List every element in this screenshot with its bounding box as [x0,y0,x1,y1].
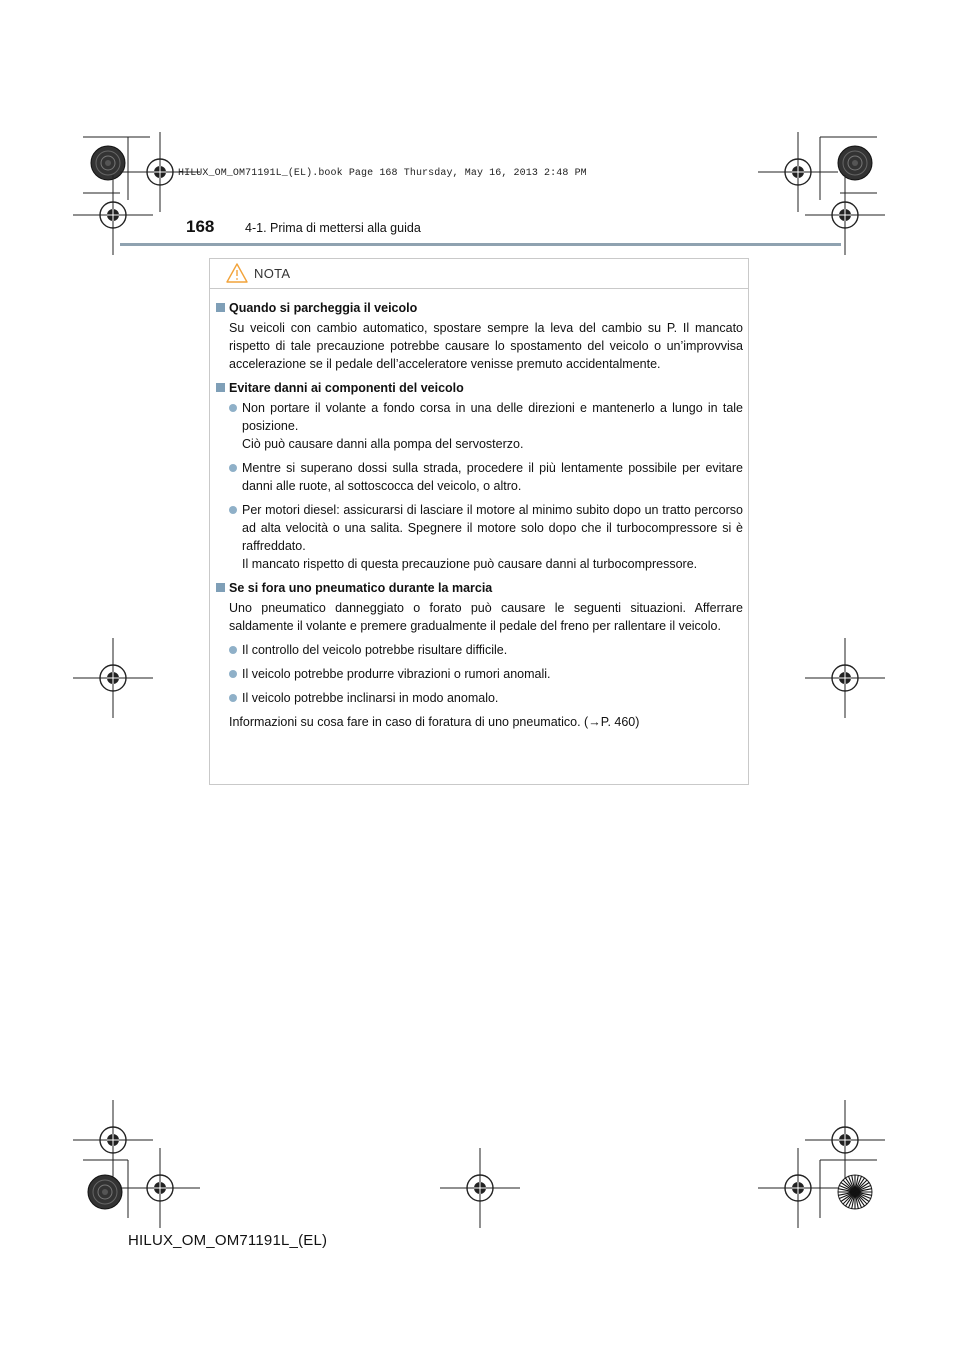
round-bullet-icon [229,694,237,702]
section-paragraph: Uno pneumatico danneggiato o forato può causare le seguenti situazioni. Afferrare saldamente il volante e premere gradualmente il pedale del freno per rallentare il veicolo. [229,601,743,633]
list-item: Il veicolo potrebbe inclinarsi in modo anomalo. [216,689,743,707]
section-title: 4-1. Prima di mettersi alla guida [245,221,421,235]
section-heading: Se si fora uno pneumatico durante la marcia [216,579,743,597]
nota-content [216,299,743,737]
header-rule [120,243,841,246]
nota-box [209,258,749,785]
round-bullet-icon [229,404,237,412]
round-bullet-icon [229,646,237,654]
list-item: Non portare il volante a fondo corsa in una delle direzioni e mantenerlo a lungo in tale posizione. Ciò può causare danni alla pompa del servosterzo. [216,399,743,453]
cross-reference: Informazioni su cosa fare in caso di foratura di uno pneumatico. (→P. 460) [229,715,640,729]
square-bullet-icon [216,583,225,592]
list-item: Il veicolo potrebbe produrre vibrazioni o rumori anomali. [216,665,743,683]
warning-triangle-icon [226,263,248,283]
footer-document-code: HILUX_OM_OM71191L_(EL) [128,1232,328,1249]
page-number: 168 [186,217,215,236]
list-item: Per motori diesel: assicurarsi di lasciare il motore al minimo subito dopo un tratto percorso ad alta velocità o una salita. Spegnere il motore solo dopo che il turbocompressore si è raffreddato. Il mancato rispetto di questa precauzione può causare danni al turbocompressore. [216,501,743,573]
list-item: Il controllo del veicolo potrebbe risultare difficile. [216,641,743,659]
section-heading: Evitare danni ai componenti del veicolo [216,379,743,397]
round-bullet-icon [229,670,237,678]
square-bullet-icon [216,303,225,312]
book-file-info: HILUX_OM_OM71191L_(EL).book Page 168 Thursday, May 16, 2013 2:48 PM [178,168,587,179]
round-bullet-icon [229,464,237,472]
nota-label: NOTA [254,266,291,281]
nota-header [210,259,748,289]
section-paragraph: Su veicoli con cambio automatico, spostare sempre la leva del cambio su P. Il mancato rispetto di tale precauzione potrebbe causare lo spostamento del veicolo o un’improvvisa accelerazione se il pedale dell’acceleratore venisse premuto accidentalmente. [229,321,743,371]
section-heading: Quando si parcheggia il veicolo [216,299,743,317]
square-bullet-icon [216,383,225,392]
list-item: Mentre si superano dossi sulla strada, procedere il più lentamente possibile per evitare danni alle ruote, al sottoscocca del veicolo, o altro. [216,459,743,495]
round-bullet-icon [229,506,237,514]
